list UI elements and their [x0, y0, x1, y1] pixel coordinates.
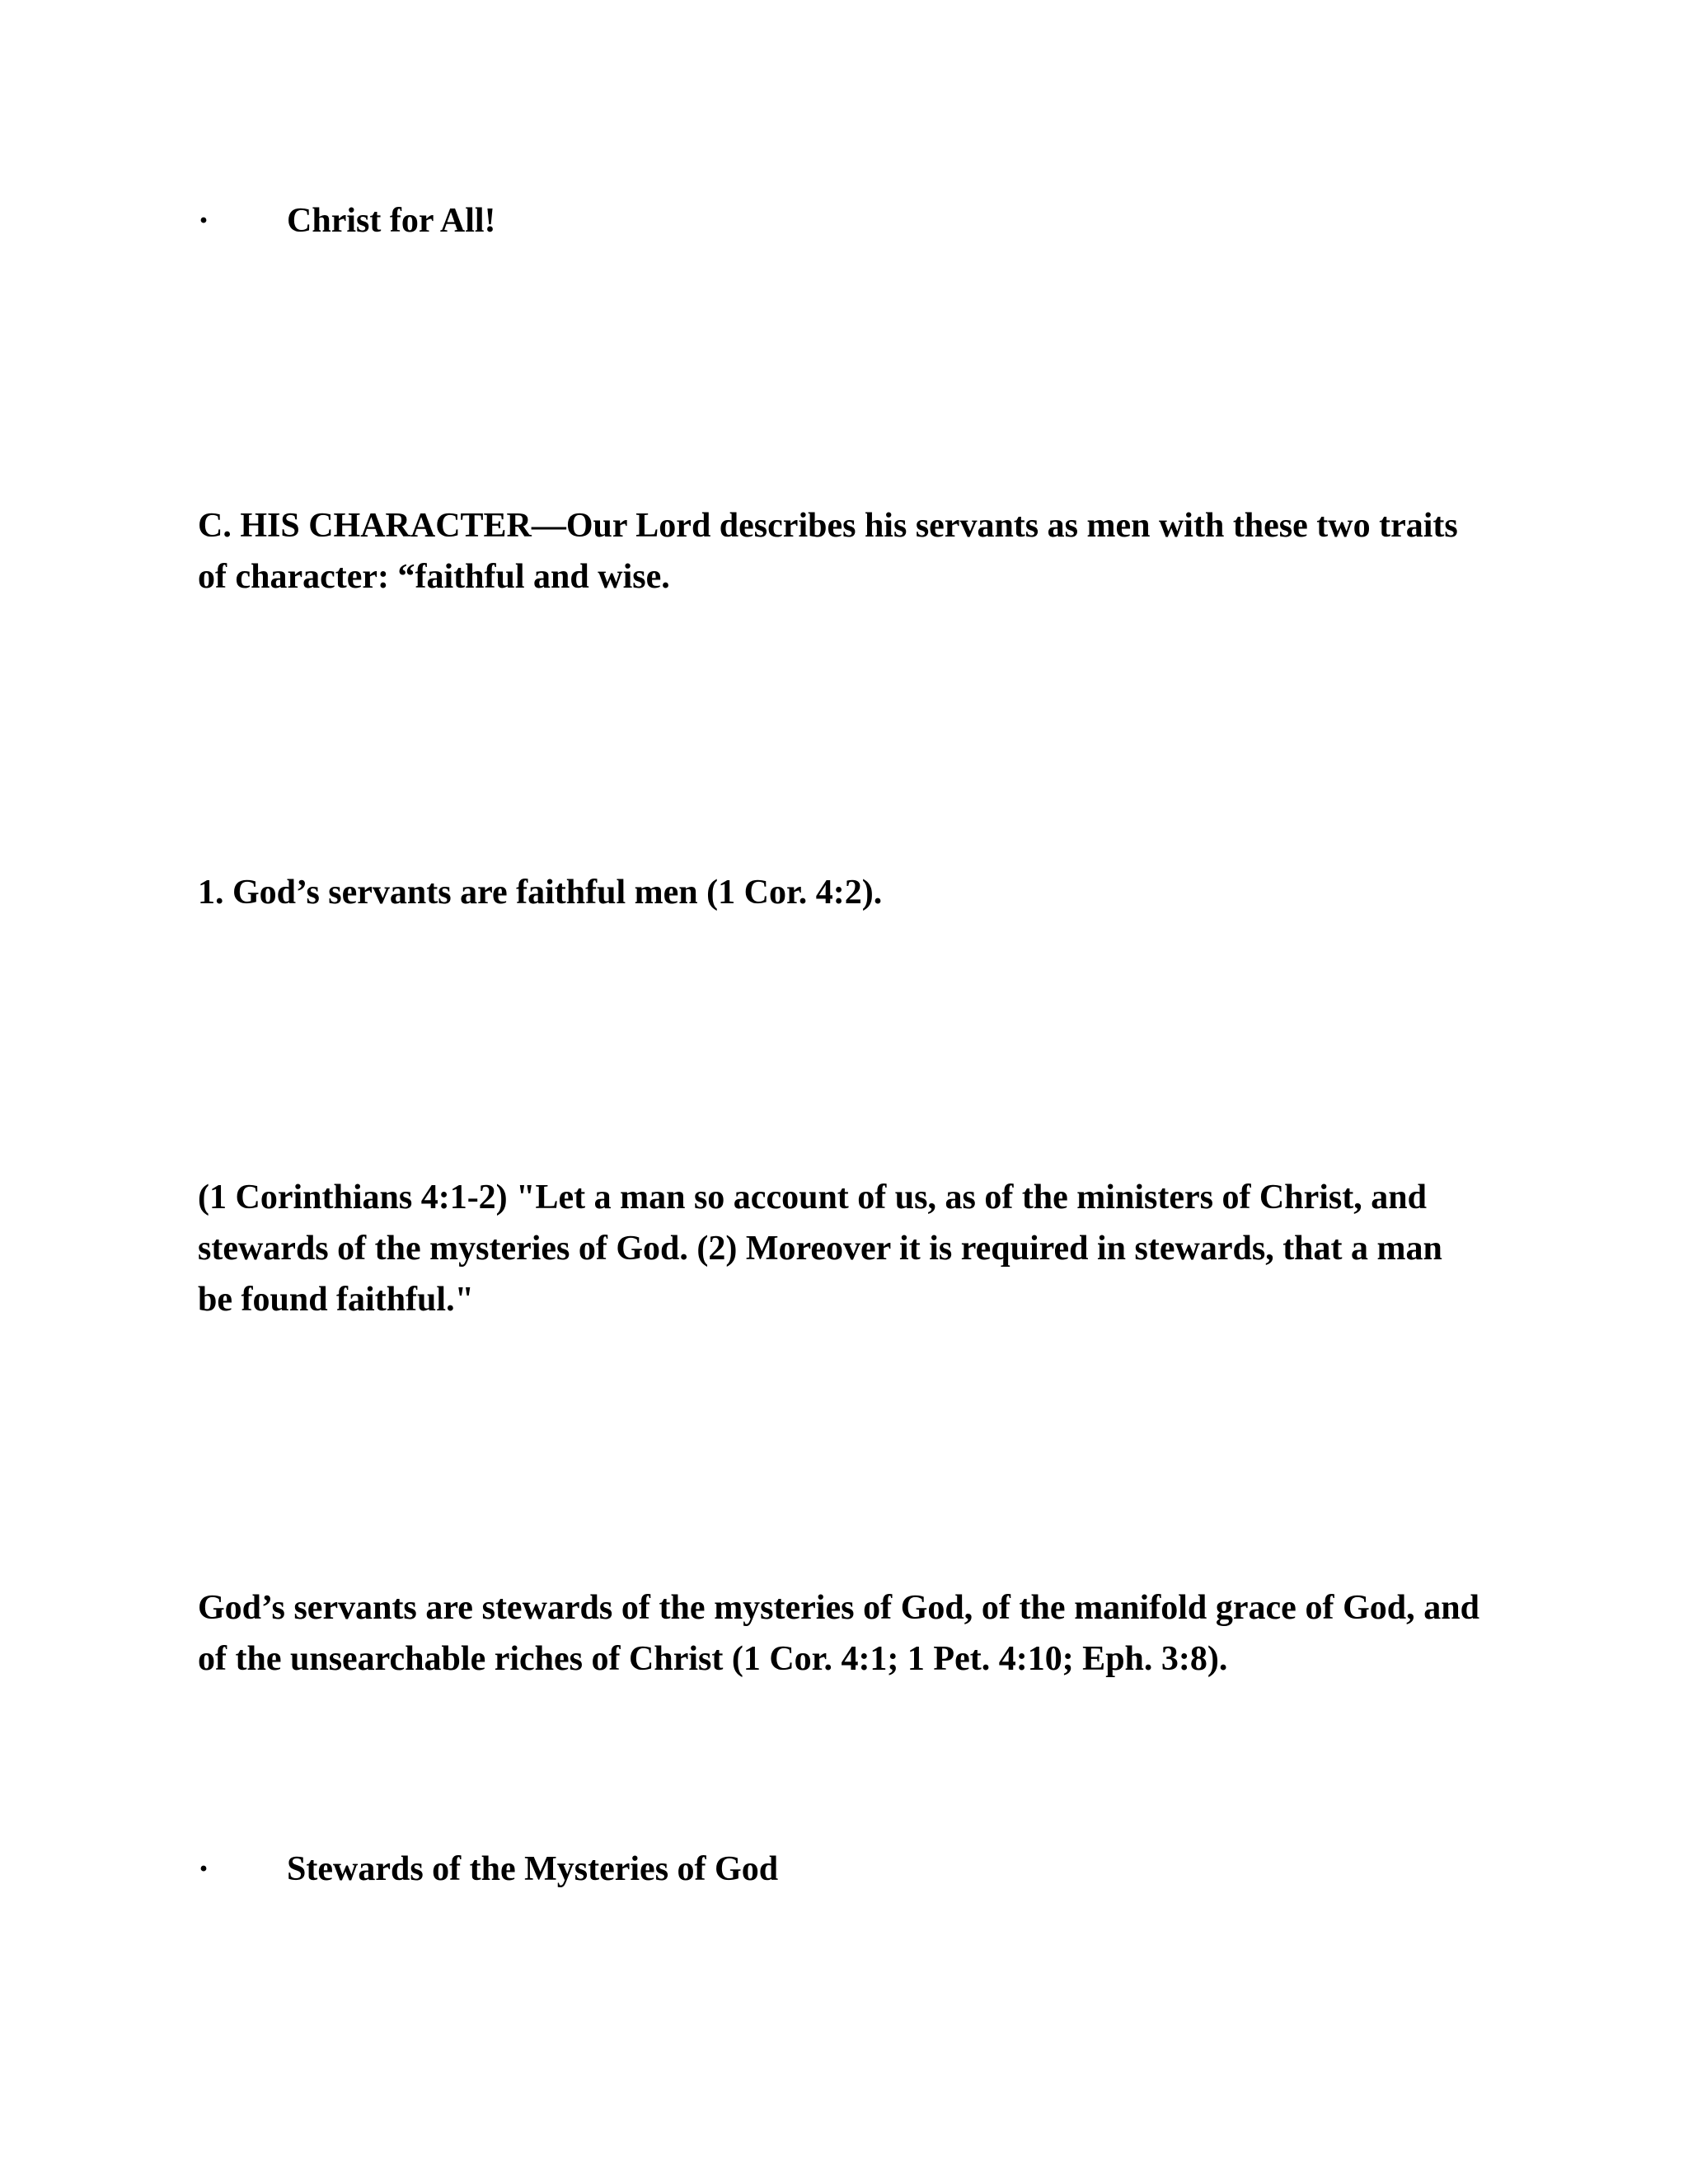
bullet-text: Christ for All!: [287, 202, 496, 240]
section-c-character-paragraph: C. HIS CHARACTER—Our Lord describes his servants as men with these two traits of character: “faithful and wise.: [198, 507, 1458, 596]
stewards-paragraph: God’s servants are stewards of the mysteries of God, of the manifold grace of God, and of the unsearchable riches of Christ (1 Cor. 4:1; 1 Pet. 4:10; Eph. 3:8).: [198, 1589, 1479, 1678]
bullet-dot-icon: ·: [198, 202, 210, 240]
point-1-paragraph: 1. God’s servants are faithful men (1 Cor. 4:2).: [198, 874, 883, 912]
scripture-quote-paragraph: (1 Corinthians 4:1-2) "Let a man so account of us, as of the ministers of Christ, and stewards of the mysteries of God. (2) Moreover it is required in stewards, that a man be found faithful.": [198, 1179, 1442, 1319]
bullet-dot-icon: ·: [198, 1850, 210, 1888]
bullet-text: Stewards of the Mysteries of God: [287, 1850, 779, 1888]
